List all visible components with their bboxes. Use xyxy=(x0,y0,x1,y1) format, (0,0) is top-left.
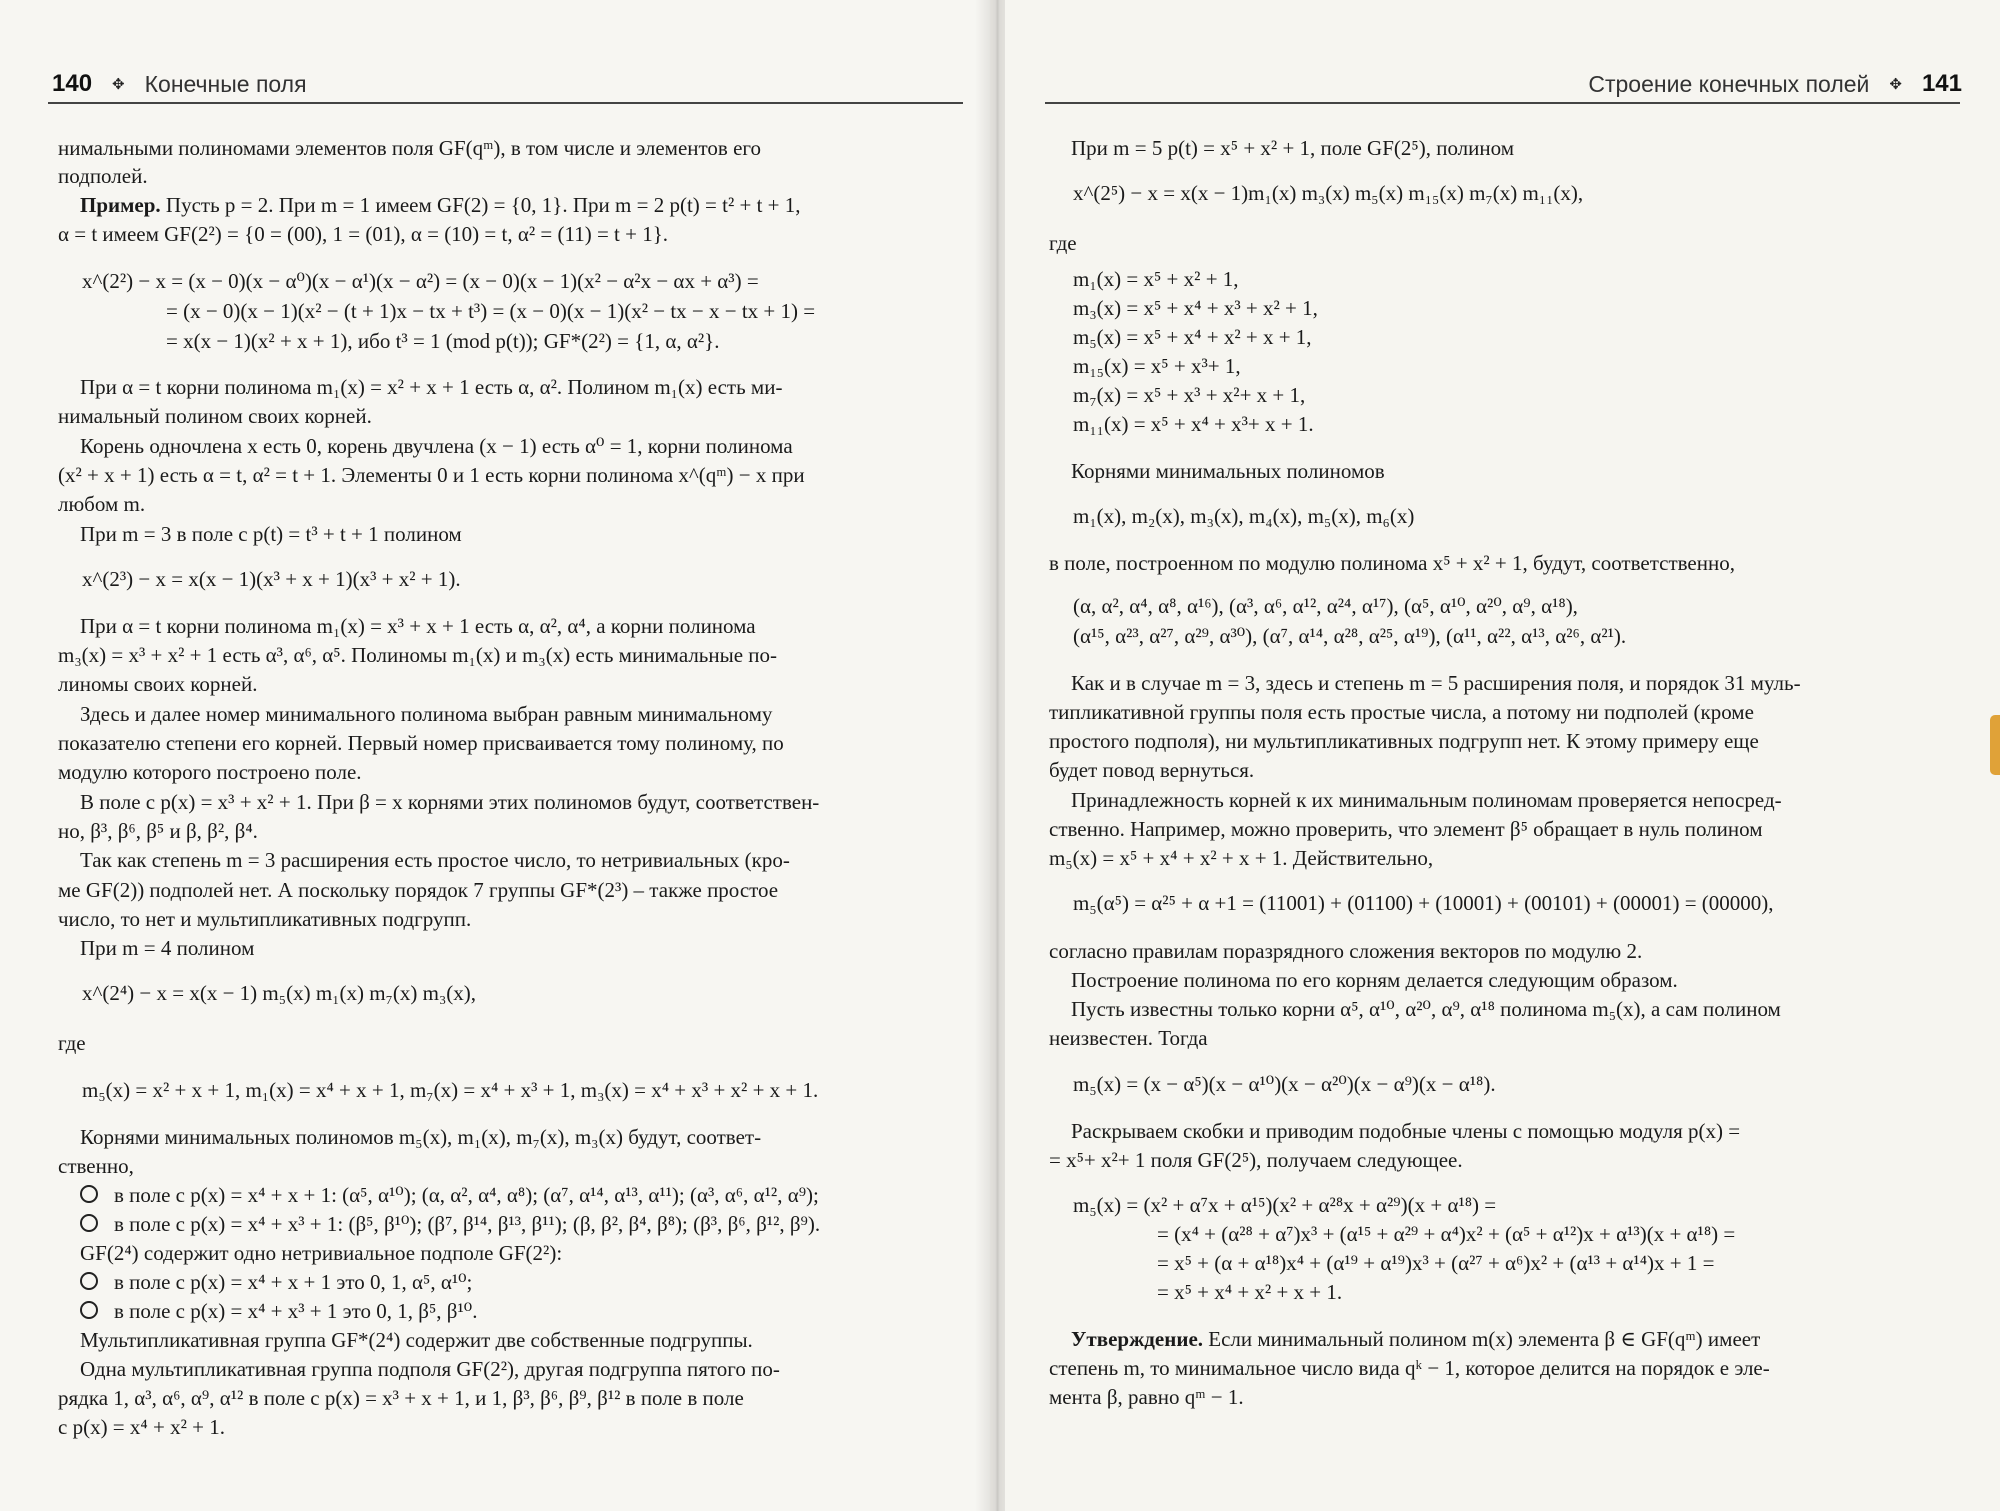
text-line: При α = t корни полинома m₁(x) = x³ + x + 1 есть α, α², α⁴, а корни полинома xyxy=(80,614,756,638)
left-header-rule xyxy=(48,102,963,104)
text-line: Корень одночлена x есть 0, корень двучлена (x − 1) есть α⁰ = 1, корни полинома xyxy=(80,434,793,458)
text-line: где xyxy=(58,1031,86,1055)
text-line: ственно, xyxy=(58,1154,134,1178)
statement-text: Если минимальный полином m(x) элемента β ∈ GF(qᵐ) имеет xyxy=(1203,1327,1761,1351)
formula-line: m₁(x), m₂(x), m₃(x), m₄(x), m₅(x), m₆(x) xyxy=(1073,504,1415,528)
formula-line: x^(2⁵) − x = x(x − 1)m₁(x) m₃(x) m₅(x) m₁₅(x) m₇(x) m₁₁(x), xyxy=(1073,181,1584,205)
left-page xyxy=(0,0,990,1511)
right-page xyxy=(1005,0,2000,1511)
header-ornament-icon: ✥ xyxy=(1889,76,1902,93)
formula-line: m₃(x) = x⁵ + x⁴ + x³ + x² + 1, xyxy=(1073,296,1318,320)
formula-line: m₅(x) = (x² + α⁷x + α¹⁵)(x² + α²⁸x + α²⁹)(x + α¹⁸) = xyxy=(1073,1193,1497,1217)
bullet-circle-icon xyxy=(80,1301,98,1319)
formula-line: m₅(x) = x² + x + 1, m₁(x) = x⁴ + x + 1, m₇(x) = x⁴ + x³ + 1, m₃(x) = x⁴ + x³ + x² + x + 1. xyxy=(82,1078,819,1102)
text-line: рядка 1, α³, α⁶, α⁹, α¹² в поле с p(x) = x³ + x + 1, и 1, β³, β⁶, β⁹, β¹² в поле в поле xyxy=(58,1386,744,1410)
text-line: Так как степень m = 3 расширения есть простое число, то нетривиальных (кро- xyxy=(80,848,790,872)
text-line: m₃(x) = x³ + x² + 1 есть α³, α⁶, α⁵. Полиномы m₁(x) и m₃(x) есть минимальные по- xyxy=(58,643,778,667)
text-line: Построение полинома по его корням делается следующим образом. xyxy=(1071,968,1678,992)
example-label: Пример. xyxy=(80,193,161,217)
example-heading-line xyxy=(58,192,801,218)
text-line: Корнями минимальных полиномов xyxy=(1071,459,1385,483)
text-line: в поле, построенном по модулю полинома x⁵ + x² + 1, будут, соответственно, xyxy=(1049,551,1735,575)
text-line: любом m. xyxy=(58,492,146,516)
formula-line: m₁(x) = x⁵ + x² + 1, xyxy=(1073,267,1239,291)
right-header-rule xyxy=(1045,102,1960,104)
left-page-number: 140 xyxy=(52,70,93,97)
formula-line: m₅(α⁵) = α²⁵ + α +1 = (11001) + (01100) + (10001) + (00101) + (00001) = (00000), xyxy=(1073,891,1774,915)
formula-line: (α¹⁵, α²³, α²⁷, α²⁹, α³⁰), (α⁷, α¹⁴, α²⁸, α²⁵, α¹⁹), (α¹¹, α²², α¹³, α²⁶, α²¹). xyxy=(1073,624,1627,648)
bullet-text: в поле с p(x) = x⁴ + x + 1: (α⁵, α¹⁰); (α, α², α⁴, α⁸); (α⁷, α¹⁴, α¹³, α¹¹); (α³, α⁶, α¹², α⁹); xyxy=(114,1183,819,1207)
text-line: = x⁵+ x²+ 1 поля GF(2⁵), получаем следующее. xyxy=(1049,1148,1463,1172)
text-line: m₅(x) = x⁵ + x⁴ + x² + x + 1. Действительно, xyxy=(1049,846,1434,870)
formula-line: m₁₅(x) = x⁵ + x³+ 1, xyxy=(1073,354,1241,378)
text-line: (x² + x + 1) есть α = t, α² = t + 1. Элементы 0 и 1 есть корни полинома x^(qᵐ) − x при xyxy=(58,463,805,487)
text-line: где xyxy=(1049,231,1077,255)
page-edge-mark xyxy=(1990,715,2000,775)
bullet-text: в поле с p(x) = x⁴ + x + 1 это 0, 1, α⁵, α¹⁰; xyxy=(114,1270,473,1294)
text-line: с p(x) = x⁴ + x² + 1. xyxy=(58,1415,225,1439)
formula-line: (α, α², α⁴, α⁸, α¹⁶), (α³, α⁶, α¹², α²⁴, α¹⁷), (α⁵, α¹⁰, α²⁰, α⁹, α¹⁸), xyxy=(1073,594,1578,618)
example-text: Пусть p = 2. При m = 1 имеем GF(2) = {0, 1}. При m = 2 p(t) = t² + t + 1, xyxy=(160,193,801,217)
text-line: При m = 4 полином xyxy=(80,936,255,960)
formula-line: = (x⁴ + (α²⁸ + α⁷)x³ + (α¹⁵ + α²⁹ + α⁴)x² + (α⁵ + α¹²)x + α¹³)(x + α¹⁸) = xyxy=(1157,1222,1736,1246)
text-line: Раскрываем скобки и приводим подобные члены с помощью модуля p(x) = xyxy=(1071,1119,1741,1143)
formula-line: = (x − 0)(x − 1)(x² − (t + 1)x − tx + t³) = (x − 0)(x − 1)(x² − tx − x − tx + 1) = xyxy=(166,299,816,323)
bullet-item xyxy=(58,1269,472,1295)
text-line: подполей. xyxy=(58,164,148,188)
text-line: Принадлежность корней к их минимальным полиномам проверяется непосред- xyxy=(1071,788,1782,812)
bullet-item xyxy=(58,1298,477,1324)
text-line: простого подполя), ни мультипликативных подгрупп нет. К этому примеру еще xyxy=(1049,729,1759,753)
formula-line: x^(2⁴) − x = x(x − 1) m₅(x) m₁(x) m₇(x) m₃(x), xyxy=(82,981,476,1005)
formula-line: x^(2²) − x = (x − 0)(x − α⁰)(x − α¹)(x − α²) = (x − 0)(x − 1)(x² − α²x − αx + α³) = xyxy=(82,269,759,293)
formula-line: x^(2³) − x = x(x − 1)(x³ + x + 1)(x³ + x² + 1). xyxy=(82,567,461,591)
formula-line: m₅(x) = (x − α⁵)(x − α¹⁰)(x − α²⁰)(x − α⁹)(x − α¹⁸). xyxy=(1073,1072,1496,1096)
text-line: нимальный полином своих корней. xyxy=(58,404,372,428)
text-line: но, β³, β⁶, β⁵ и β, β², β⁴. xyxy=(58,819,258,843)
text-line: α = t имеем GF(2²) = {0 = (00), 1 = (01), α = (10) = t, α² = (11) = t + 1}. xyxy=(58,222,669,246)
text-line: согласно правилам поразрядного сложения векторов по модулю 2. xyxy=(1049,939,1643,963)
text-line: линомы своих корней. xyxy=(58,672,258,696)
text-line: мента β, равно qᵐ − 1. xyxy=(1049,1385,1244,1409)
right-running-header xyxy=(1588,70,1962,98)
text-line: будет повод вернуться. xyxy=(1049,758,1255,782)
text-line: ме GF(2)) подполей нет. А поскольку порядок 7 группы GF*(2³) – также простое xyxy=(58,878,779,902)
text-line: Пусть известны только корни α⁵, α¹⁰, α²⁰, α⁹, α¹⁸ полинома m₅(x), а сам полином xyxy=(1071,997,1781,1021)
text-line: Корнями минимальных полиномов m₅(x), m₁(x), m₇(x), m₃(x) будут, соответ- xyxy=(80,1125,762,1149)
formula-line: = x⁵ + (α + α¹⁸)x⁴ + (α¹⁹ + α¹⁹)x³ + (α²⁷ + α⁶)x² + (α¹³ + α¹⁴)x + 1 = xyxy=(1157,1251,1715,1275)
bullet-circle-icon xyxy=(80,1214,98,1232)
header-ornament-icon: ✥ xyxy=(112,76,125,93)
text-line: нимальными полиномами элементов поля GF(qᵐ), в том числе и элементов его xyxy=(58,136,761,160)
bullet-circle-icon xyxy=(80,1272,98,1290)
bullet-item xyxy=(58,1182,819,1208)
text-line: Здесь и далее номер минимального полинома выбран равным минимальному xyxy=(80,702,773,726)
formula-line: m₁₁(x) = x⁵ + x⁴ + x³+ x + 1. xyxy=(1073,412,1314,436)
text-line: При m = 3 в поле с p(t) = t³ + t + 1 полином xyxy=(80,522,462,546)
left-running-header xyxy=(52,70,307,98)
text-line: модулю которого построено поле. xyxy=(58,760,362,784)
bullet-circle-icon xyxy=(80,1185,98,1203)
text-line: Как и в случае m = 3, здесь и степень m = 5 расширения поля, и порядок 31 муль- xyxy=(1071,671,1801,695)
text-line: ственно. Например, можно проверить, что элемент β⁵ обращает в нуль полином xyxy=(1049,817,1763,841)
formula-line: = x(x − 1)(x² + x + 1), ибо t³ = 1 (mod p(t)); GF*(2²) = {1, α, α²}. xyxy=(166,329,720,353)
formula-line: m₅(x) = x⁵ + x⁴ + x² + x + 1, xyxy=(1073,325,1312,349)
text-line: степень m, то минимальное число вида qᵏ − 1, которое делится на порядок e эле- xyxy=(1049,1356,1770,1380)
text-line: показателю степени его корней. Первый номер присваивается тому полиному, по xyxy=(58,731,784,755)
bullet-text: в поле с p(x) = x⁴ + x³ + 1: (β⁵, β¹⁰); (β⁷, β¹⁴, β¹³, β¹¹); (β, β², β⁴, β⁸); (β³, β⁶, β¹², β⁹). xyxy=(114,1212,821,1236)
right-page-number: 141 xyxy=(1921,70,1962,97)
statement-line xyxy=(1049,1326,1760,1352)
formula-line: = x⁵ + x⁴ + x² + x + 1. xyxy=(1157,1280,1343,1304)
text-line: Одна мультипликативная группа подполя GF(2²), другая подгруппа пятого по- xyxy=(80,1357,780,1381)
bullet-item xyxy=(58,1211,820,1237)
left-header-title: Конечные поля xyxy=(144,70,307,97)
statement-label: Утверждение. xyxy=(1071,1327,1204,1351)
right-header-title: Строение конечных полей xyxy=(1588,70,1870,97)
text-line: типликативной группы поля есть простые числа, а потому ни подполей (кроме xyxy=(1049,700,1754,724)
formula-line: m₇(x) = x⁵ + x³ + x²+ x + 1, xyxy=(1073,383,1306,407)
text-line: число, то нет и мультипликативных подгрупп. xyxy=(58,907,472,931)
text-line: В поле с p(x) = x³ + x² + 1. При β = x корнями этих полиномов будут, соответствен- xyxy=(80,790,820,814)
text-line: Мультипликативная группа GF*(2⁴) содержит две собственные подгруппы. xyxy=(80,1328,753,1352)
bullet-text: в поле с p(x) = x⁴ + x³ + 1 это 0, 1, β⁵, β¹⁰. xyxy=(114,1299,478,1323)
text-line: При m = 5 p(t) = x⁵ + x² + 1, поле GF(2⁵), полином xyxy=(1071,136,1515,160)
text-line: GF(2⁴) содержит одно нетривиальное подполе GF(2²): xyxy=(80,1241,563,1265)
text-line: При α = t корни полинома m₁(x) = x² + x + 1 есть α, α². Полином m₁(x) есть ми- xyxy=(80,375,783,399)
text-line: неизвестен. Тогда xyxy=(1049,1026,1208,1050)
